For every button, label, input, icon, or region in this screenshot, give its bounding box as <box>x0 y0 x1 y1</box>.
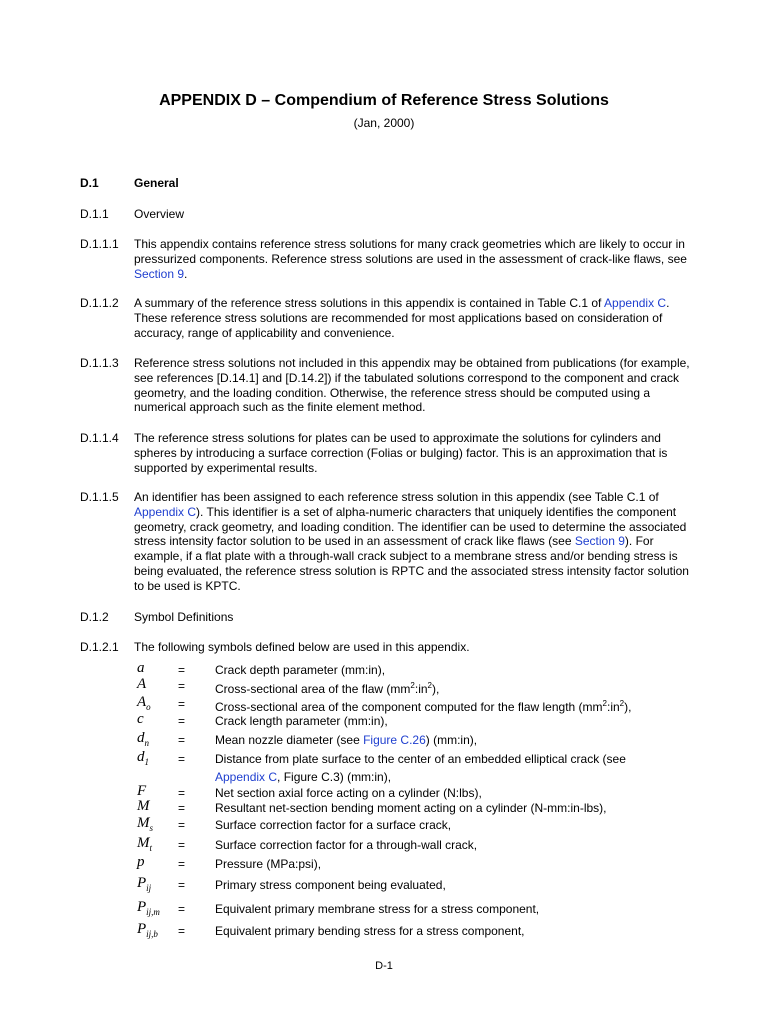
symbol-row <box>80 815 700 833</box>
paragraph-number: D.1.1.3 <box>80 356 119 370</box>
symbol: p <box>137 854 145 870</box>
equals-sign: = <box>178 838 186 852</box>
text-run: An identifier has been assigned to each reference stress solution in this appendix (see Table C.1 of <box>134 490 659 504</box>
paragraph-number: D.1.1.5 <box>80 490 119 504</box>
equals-sign: = <box>178 786 186 800</box>
symbol-row <box>80 899 700 917</box>
equals-sign: = <box>178 902 186 916</box>
document-date: (Jan, 2000) <box>353 116 415 130</box>
equals-sign: = <box>178 857 186 871</box>
symbol-row <box>80 835 700 853</box>
symbol: M <box>137 798 150 814</box>
appendix-c-link[interactable]: Appendix C <box>604 296 667 310</box>
section-number: D.1 <box>80 176 99 190</box>
paragraph-text: The following symbols defined below are used in this appendix. <box>134 640 470 654</box>
symbol: $d_1$ <box>137 749 149 767</box>
equals-sign: = <box>178 878 186 892</box>
paragraph-number: D.1.1.2 <box>80 296 119 310</box>
symbol-definition: Surface correction factor for a surface crack, <box>215 818 452 832</box>
symbol: $M_s$ <box>137 815 154 833</box>
symbol-row <box>80 875 700 893</box>
paragraph-d1221 <box>80 640 700 655</box>
equals-sign: = <box>178 752 186 766</box>
symbol-definition: Net section axial force acting on a cylinder (N:lbs), <box>215 786 482 800</box>
paragraph-d1111 <box>80 237 700 281</box>
figure-c26-link[interactable]: Figure C.26 <box>363 733 426 747</box>
symbol-definition: Equivalent primary bending stress for a stress component, <box>215 924 525 938</box>
text-run: . <box>184 266 188 281</box>
paragraph-number: D.1.2.1 <box>80 640 119 654</box>
symbol: F <box>137 783 147 799</box>
paragraph-d1113 <box>80 356 700 415</box>
symbol-definition: Cross-sectional area of the flaw $(mm^2:in^2)$, <box>215 681 440 696</box>
symbol-definition: Distance from plate surface to the center of an embedded elliptical crack (see Appendix C, Figure C.3) (mm:in), <box>215 752 626 784</box>
appendix-c-link[interactable]: Appendix C <box>134 504 197 519</box>
text-run: This appendix contains reference stress solutions for many crack geometries which are likely to occur in pressurized components. Reference stress solutions are used in the assessment of crack-like flaws, see <box>134 237 687 266</box>
symbol: $P_{ij}$ <box>137 875 152 893</box>
equals-sign: = <box>178 801 186 815</box>
section-d12 <box>80 610 700 625</box>
paragraph-text <box>134 296 700 340</box>
paragraph-text: The reference stress solutions for plates can be used to approximate the solutions for cylinders and spheres by introducing a surface correction (Folias or bulging) factor. This is an approximation that is supported by experimental results. <box>134 431 668 475</box>
equals-sign: = <box>178 714 186 728</box>
symbol-definition: Surface correction factor for a through-wall crack, <box>215 838 478 852</box>
paragraph-d1115 <box>80 490 700 594</box>
paragraph-number: D.1.1.1 <box>80 237 119 251</box>
section-number: D.1.2 <box>80 610 109 624</box>
page-number: D-1 <box>375 960 393 972</box>
symbol-definition: Primary stress component being evaluated, <box>215 878 446 892</box>
paragraph-text <box>134 490 700 594</box>
text-run: . These reference stress solutions are recommended for most applications based on consideration of accuracy, range of applicability and convenience. <box>134 296 670 340</box>
symbol-row <box>80 676 700 697</box>
equals-sign: = <box>178 818 186 832</box>
symbol-definition: Crack depth parameter (mm:in), <box>215 663 386 677</box>
symbol-row <box>80 694 700 715</box>
section-title: Symbol Definitions <box>134 610 234 624</box>
symbol-definition: Resultant net-section bending moment acting on a cylinder (N-mm:in-lbs), <box>215 801 607 815</box>
symbol-definition: Pressure (MPa:psi), <box>215 857 322 871</box>
symbol: A <box>137 676 147 692</box>
symbol: c <box>137 711 144 727</box>
equals-sign: = <box>178 924 186 938</box>
paragraph-text: Reference stress solutions not included in this appendix may be obtained from publications (for example, see references [D.14.1] and [D.14.2]) if the tabulated solutions correspond to the component and crack geometry, and the loading condition. Otherwise, the reference stress should be computed using a numerical approach such as the finite element method. <box>134 356 690 415</box>
section-number: D.1.1 <box>80 207 109 221</box>
symbol: $A_o$ <box>137 694 151 712</box>
symbol-row <box>80 749 700 788</box>
text-run: A summary of the reference stress solutions in this appendix is contained in Table C.1 of <box>134 296 605 310</box>
paragraph-d1112 <box>80 296 700 340</box>
symbol-definition: Mean nozzle diameter (see Figure C.26) (mm:in), <box>215 733 478 747</box>
equals-sign: = <box>178 663 186 677</box>
symbol-row <box>80 711 700 729</box>
section-d1 <box>80 176 700 191</box>
symbol-row <box>80 783 700 801</box>
symbol-definition: Cross-sectional area of the component computed for the flaw length $(mm^2:in^2)$, <box>215 699 632 714</box>
symbol-row <box>80 798 700 816</box>
symbol-row <box>80 854 700 872</box>
symbol: $M_t$ <box>137 835 153 853</box>
symbol-definition: Crack length parameter (mm:in), <box>215 714 388 728</box>
equals-sign: = <box>178 733 186 747</box>
symbol-definition: Equivalent primary membrane stress for a stress component, <box>215 902 540 916</box>
symbol: $d_n$ <box>137 730 149 748</box>
symbol: $P_{ij,b}$ <box>137 921 158 939</box>
symbol-row <box>80 921 700 939</box>
symbol: $P_{ij,m}$ <box>137 899 160 917</box>
appendix-c-link[interactable]: Appendix C <box>215 769 278 784</box>
equals-sign: = <box>178 697 186 711</box>
page-title: APPENDIX D – Compendium of Reference Stress Solutions <box>159 92 609 109</box>
text-run: ). This identifier is a set of alpha-numeric characters that uniquely identifies the component geometry, crack geometry, and loading condition. The identifier can be used to determine the associated stress intensity factor solution to be used in an assessment of crack like flaws (see <box>134 504 687 549</box>
paragraph-number: D.1.1.4 <box>80 431 119 445</box>
text-run: ). For example, if a flat plate with a through-wall crack subject to a membrane stress and/or bending stress is being evaluated, the reference stress solution is RPTC and the associated stress intensity factor solution to be used is KPTC. <box>134 534 689 593</box>
equals-sign: = <box>178 679 186 693</box>
section-9-link[interactable]: Section 9 <box>574 534 625 549</box>
section-title: General <box>134 176 179 190</box>
paragraph-d1114 <box>80 431 700 475</box>
symbol-row <box>80 660 700 678</box>
symbol: a <box>137 660 145 676</box>
section-title: Overview <box>134 207 185 221</box>
section-d111 <box>80 207 700 222</box>
paragraph-text <box>134 237 700 281</box>
symbol-row <box>80 730 700 748</box>
section-9-link[interactable]: Section 9 <box>134 266 185 281</box>
